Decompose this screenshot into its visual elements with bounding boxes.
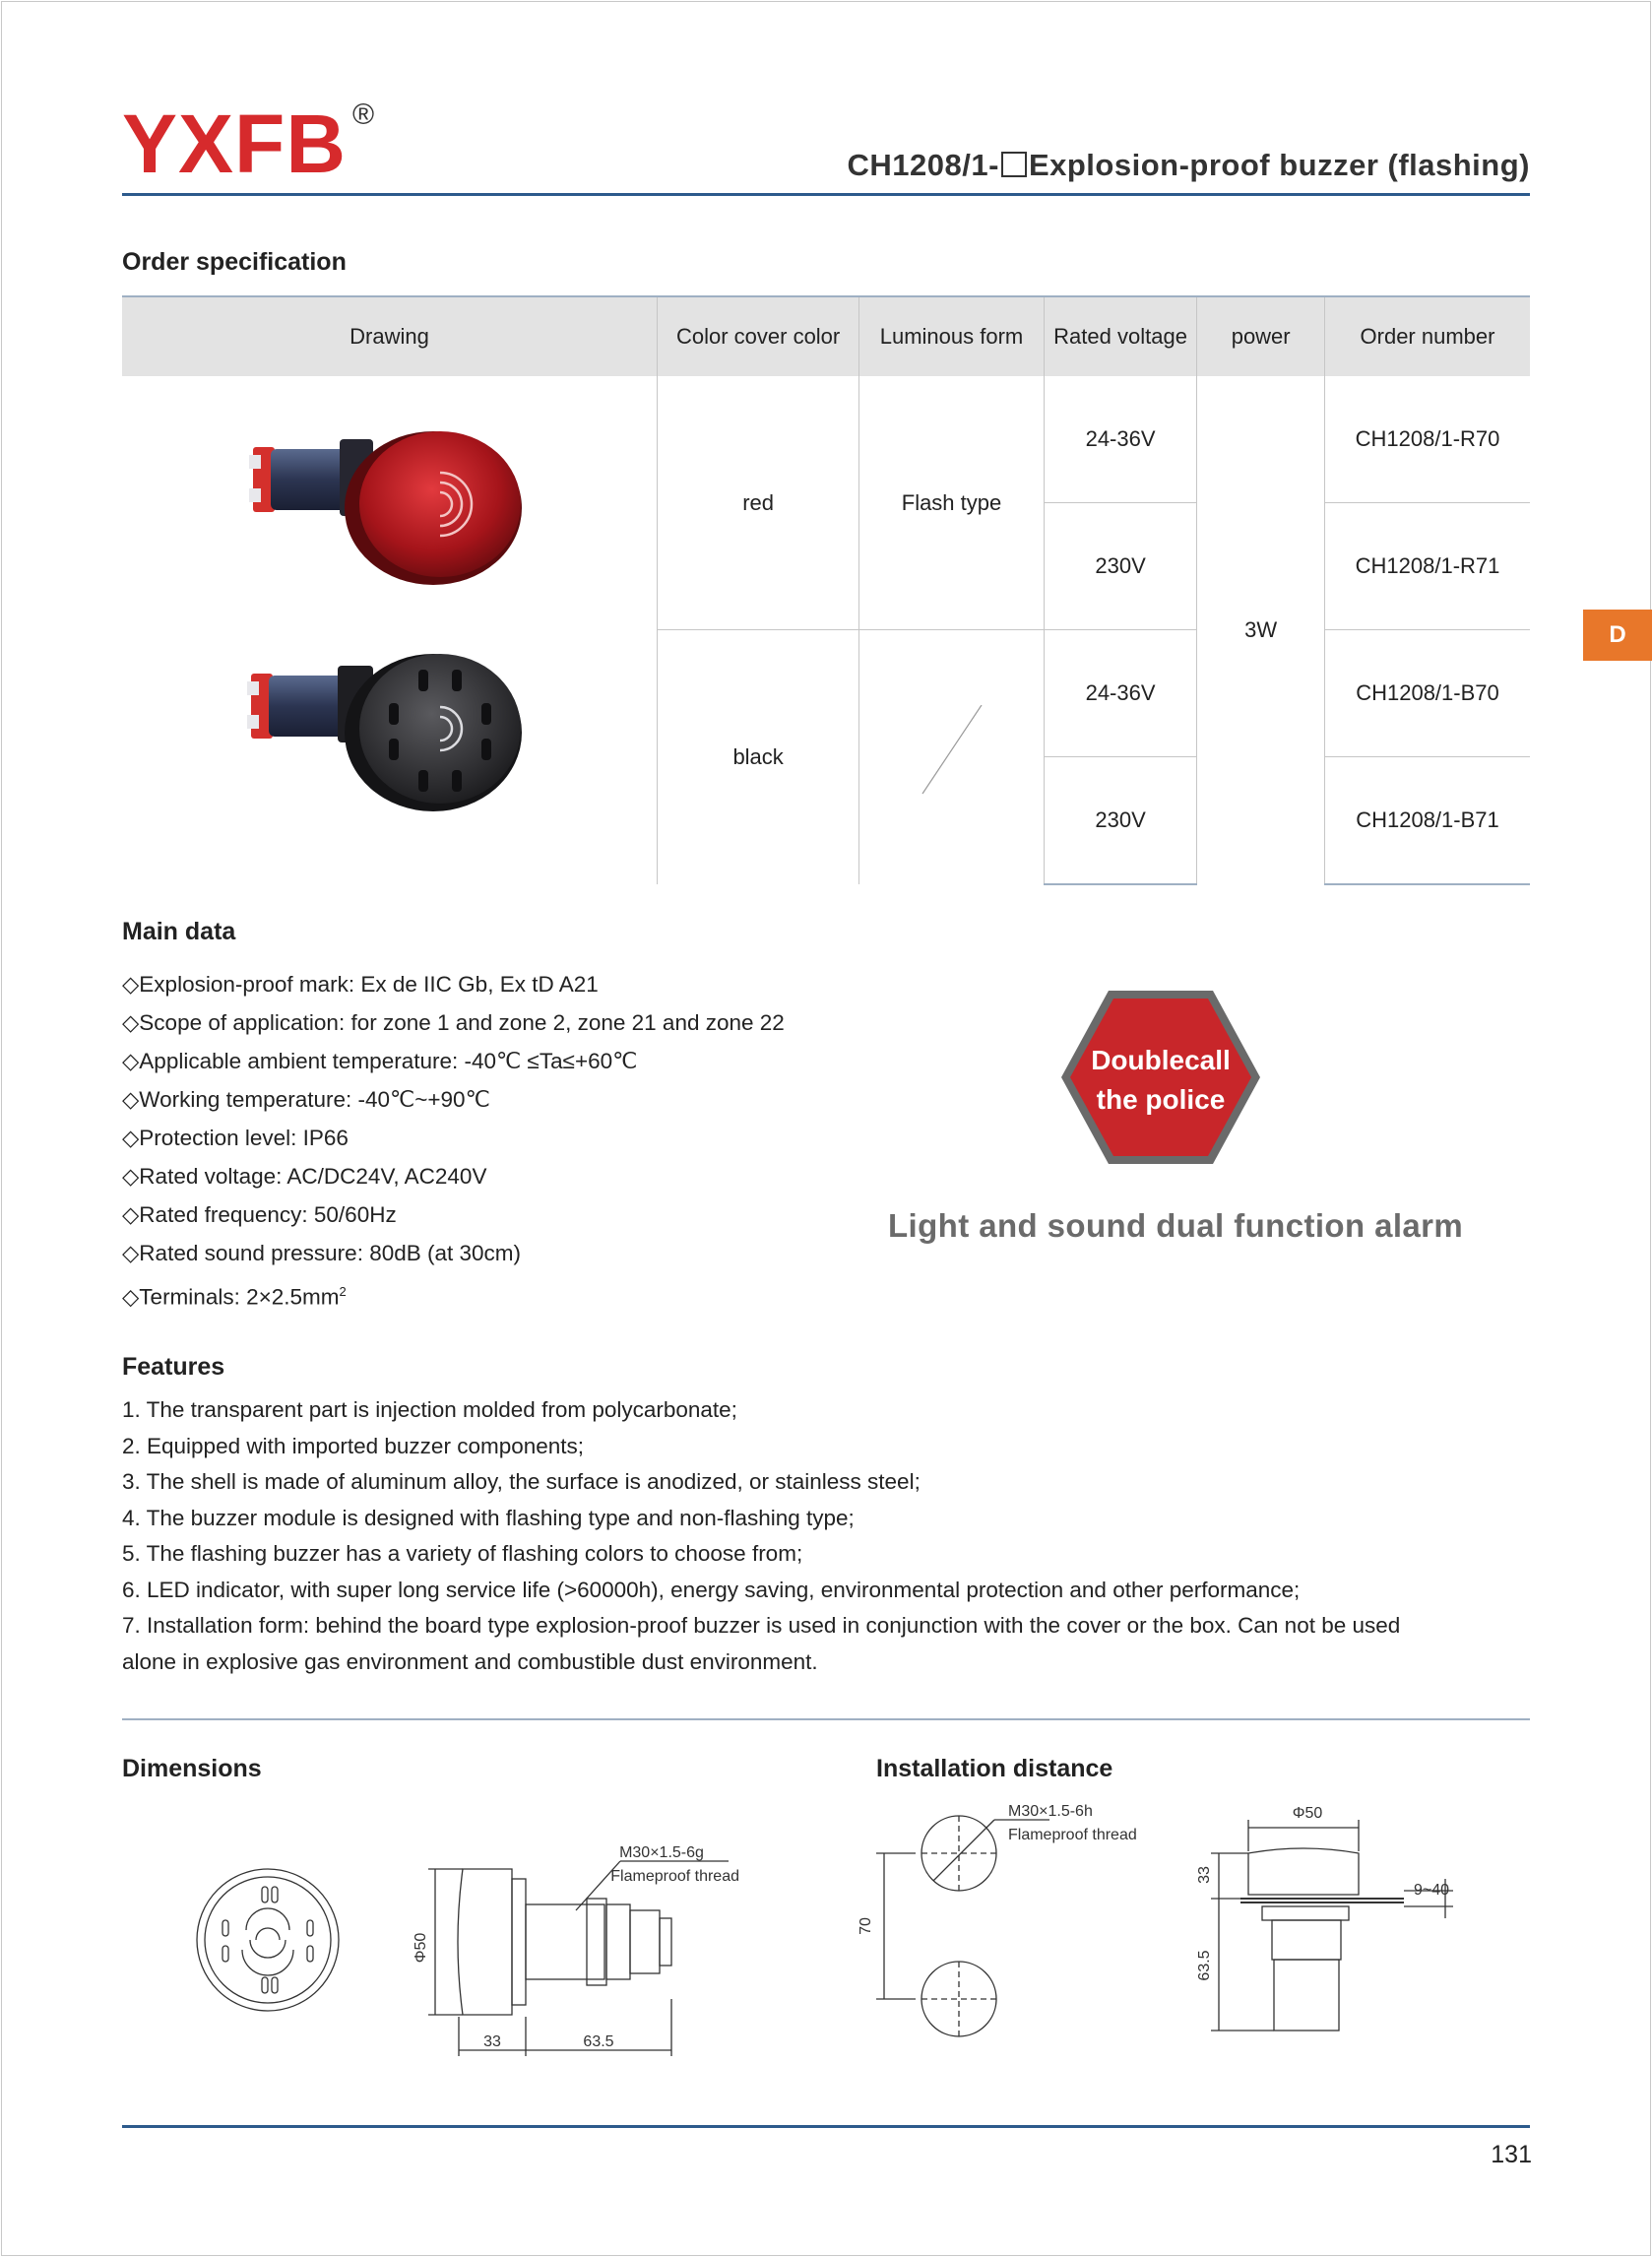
list-item: 4. The buzzer module is designed with flashing type and non-flashing type; [122,1505,855,1530]
badge-line2: the police [1096,1084,1226,1115]
installation-heading: Installation distance [876,1755,1113,1782]
footer-rule [122,2125,1530,2128]
features-heading: Features [122,1353,225,1381]
dimensions-drawing [177,1802,748,2068]
list-item: ◇Rated voltage: AC/DC24V, AC240V [122,1164,487,1189]
cover-color-red: red [658,376,859,630]
power-value: 3W [1197,376,1325,884]
install-thread-label: M30×1.5-6h [1008,1803,1093,1820]
install-diameter-label: Φ50 [1292,1805,1323,1822]
table-row [122,376,1530,503]
list-item: ◇Rated sound pressure: 80dB (at 30cm) [122,1241,522,1265]
voltage-r71: 230V [1044,503,1197,630]
red-buzzer-image [249,431,522,585]
list-item: alone in explosive gas environment and combustible dust environment. [122,1648,818,1674]
install-spacing-label: 70 [858,1917,874,1935]
list-item: ◇Protection level: IP66 [122,1126,349,1150]
features-list [122,1392,1540,1680]
order-number-r71: CH1208/1-R71 [1325,503,1531,630]
tagline: Light and sound dual function alarm [888,1207,1464,1244]
page-number: 131 [1491,2141,1532,2168]
registered-mark: ® [352,98,375,131]
page-title [848,148,1530,183]
voltage-b71: 230V [1044,757,1197,885]
terminals-sup: 2 [339,1284,347,1299]
luminous-form-flash: Flash type [859,376,1045,630]
buzzer-product-images [123,378,656,876]
table-header-row [122,296,1530,376]
order-spec-table [122,295,1530,885]
luminous-form-none [859,630,1045,885]
list-item: ◇Explosion-proof mark: Ex de IIC Gb, Ex tD A21 [122,972,599,997]
main-data-list [122,965,785,1317]
list-item [122,1272,785,1317]
install-panel-label: 9~40 [1413,1882,1450,1899]
header-rule [122,193,1530,196]
install-thread-desc: Flameproof thread [1008,1827,1137,1843]
install-h1-label: 33 [1196,1866,1213,1884]
col-cover-color: Color cover color [658,296,859,376]
order-spec-heading: Order specification [122,248,347,276]
install-h2-label: 63.5 [1196,1950,1213,1981]
list-item: 3. The shell is made of aluminum alloy, the surface is anodized, or stainless steel; [122,1469,921,1494]
section-tab-d: D [1583,610,1652,661]
order-number-r70: CH1208/1-R70 [1325,376,1531,503]
black-buzzer-image [247,654,522,811]
option-box-icon [1001,152,1027,177]
doublecall-badge [1059,989,1262,1166]
list-item: ◇Scope of application: for zone 1 and zone 2, zone 21 and zone 22 [122,1010,785,1035]
col-drawing: Drawing [122,296,658,376]
dim-thread-desc: Flameproof thread [610,1868,739,1885]
col-order-number: Order number [1325,296,1531,376]
col-rated-voltage: Rated voltage [1044,296,1197,376]
list-item: 6. LED indicator, with super long service life (>60000h), energy saving, environmental protection and other performance; [122,1577,1301,1602]
cover-color-black: black [658,630,859,885]
main-data-heading: Main data [122,918,236,945]
list-item: ◇Rated frequency: 50/60Hz [122,1202,397,1227]
terminals-text: ◇Terminals: 2×2.5mm [122,1284,340,1310]
installation-drawing [857,1800,1536,2086]
dim-len1-label: 33 [483,2033,501,2050]
voltage-b70: 24-36V [1044,630,1197,757]
dimensions-heading: Dimensions [122,1755,262,1782]
list-item: ◇Applicable ambient temperature: -40℃ ≤Ta≤+60℃ [122,1049,638,1073]
section-divider [122,1718,1530,1720]
list-item: ◇Working temperature: -40℃~+90℃ [122,1087,490,1112]
drawing-cell [122,376,658,884]
badge-line1: Doublecall [1091,1045,1231,1075]
dim-diameter-label: Φ50 [413,1932,429,1964]
title-prefix: CH1208/1- [847,148,999,182]
brand-logo: YXFB [122,97,348,190]
dim-thread-label: M30×1.5-6g [619,1844,704,1861]
list-item: 2. Equipped with imported buzzer components; [122,1433,585,1458]
list-item: 1. The transparent part is injection molded from polycarbonate; [122,1397,737,1422]
dim-len2-label: 63.5 [583,2033,614,2050]
title-suffix: Explosion-proof buzzer (flashing) [1028,148,1530,182]
voltage-r70: 24-36V [1044,376,1197,503]
order-number-b71: CH1208/1-B71 [1325,757,1531,885]
col-power: power [1197,296,1325,376]
list-item: 5. The flashing buzzer has a variety of flashing colors to choose from; [122,1541,803,1566]
list-item: 7. Installation form: behind the board type explosion-proof buzzer is used in conjunction with the cover or the box. Can not be used [122,1613,1401,1638]
order-number-b70: CH1208/1-B70 [1325,630,1531,757]
not-applicable-slash-icon [913,705,991,804]
col-luminous-form: Luminous form [859,296,1045,376]
